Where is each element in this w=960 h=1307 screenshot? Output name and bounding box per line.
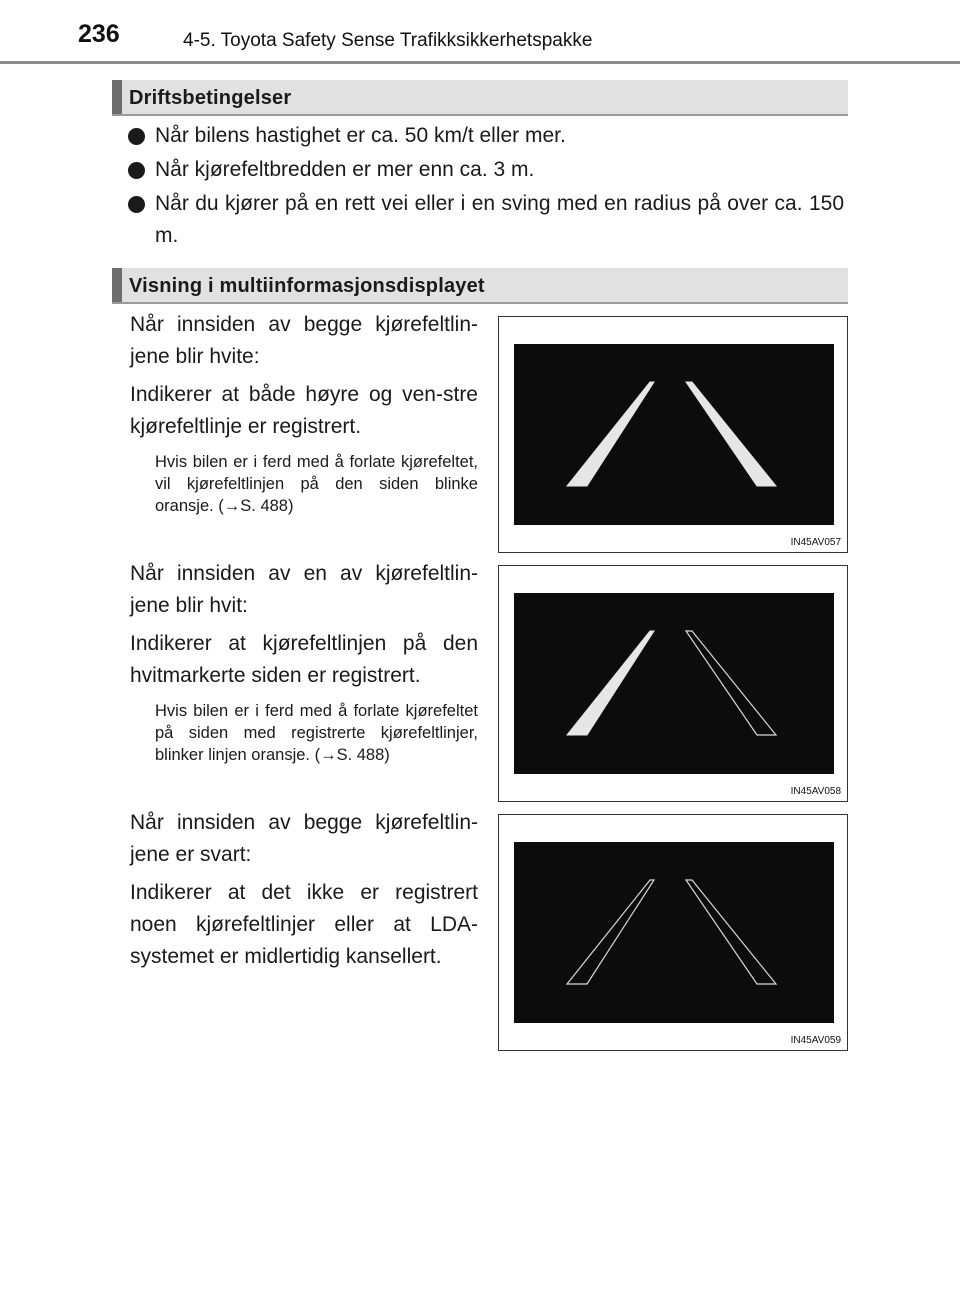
screen-background	[514, 842, 834, 1023]
note-text: Hvis bilen er i ferd med å forlate kjørefeltet på siden med registrerte kjørefeltlinjer, blinker linjen oransje. (→S. 488)	[155, 702, 478, 764]
figure-both-lanes-black	[498, 814, 848, 1051]
screen-background	[514, 344, 834, 525]
header-rule	[0, 61, 960, 64]
list-item	[128, 188, 844, 252]
condition-text: Når innsiden av en av kjørefeltlin-jene blir hvit:	[130, 562, 478, 617]
note-text: Hvis bilen er i ferd med å forlate kjørefeltet, vil kjørefeltlinjen på den siden blinke oransje. (→S. 488)	[155, 453, 478, 515]
figure-one-lane-white	[498, 565, 848, 802]
lane-display-screen	[514, 344, 834, 525]
condition-text: Når innsiden av begge kjørefeltlin-jene er svart:	[130, 811, 478, 866]
heading-bar	[112, 268, 122, 302]
bullet-text: Når kjørefeltbredden er mer enn ca. 3 m.	[155, 158, 535, 181]
heading-operating-conditions	[112, 80, 848, 116]
display-item-both-white	[130, 309, 478, 517]
heading-multi-information-display	[112, 268, 848, 304]
heading-text: Driftsbetingelser	[129, 87, 292, 109]
figure-code: IN45AV058	[790, 786, 841, 797]
bullet-text: Når bilens hastighet er ca. 50 km/t eller mer.	[155, 124, 566, 147]
page-number: 236	[78, 20, 120, 48]
display-item-one-white	[130, 558, 478, 766]
screen-background	[514, 593, 834, 774]
heading-bar	[112, 80, 122, 114]
meaning-text: Indikerer at både høyre og ven-stre kjørefeltlinje er registrert.	[130, 383, 478, 438]
bullet-text: Når du kjører på en rett vei eller i en sving med en radius på over ca. 150 m.	[155, 192, 844, 247]
heading-text: Visning i multiinformasjonsdisplayet	[129, 275, 485, 297]
list-item	[128, 120, 844, 152]
meaning-text: Indikerer at kjørefeltlinjen på den hvitmarkerte siden er registrert.	[130, 632, 478, 687]
lane-display-screen	[514, 842, 834, 1023]
section-title: 4-5. Toyota Safety Sense Trafikksikkerhetspakke	[183, 30, 593, 51]
figure-code: IN45AV059	[790, 1035, 841, 1046]
bullet-icon	[128, 128, 145, 145]
page-header	[0, 0, 960, 64]
meaning-text: Indikerer at det ikke er registrert noen kjørefeltlinjer eller at LDA-systemet er midlertidig kansellert.	[130, 881, 478, 968]
condition-text: Når innsiden av begge kjørefeltlin-jene blir hvite:	[130, 313, 478, 368]
bullet-icon	[128, 162, 145, 179]
figure-both-lanes-white	[498, 316, 848, 553]
bullet-icon	[128, 196, 145, 213]
list-item	[128, 154, 844, 186]
lane-display-screen	[514, 593, 834, 774]
operating-conditions-list	[128, 120, 844, 254]
display-item-both-black	[130, 807, 478, 979]
figure-code: IN45AV057	[790, 537, 841, 548]
